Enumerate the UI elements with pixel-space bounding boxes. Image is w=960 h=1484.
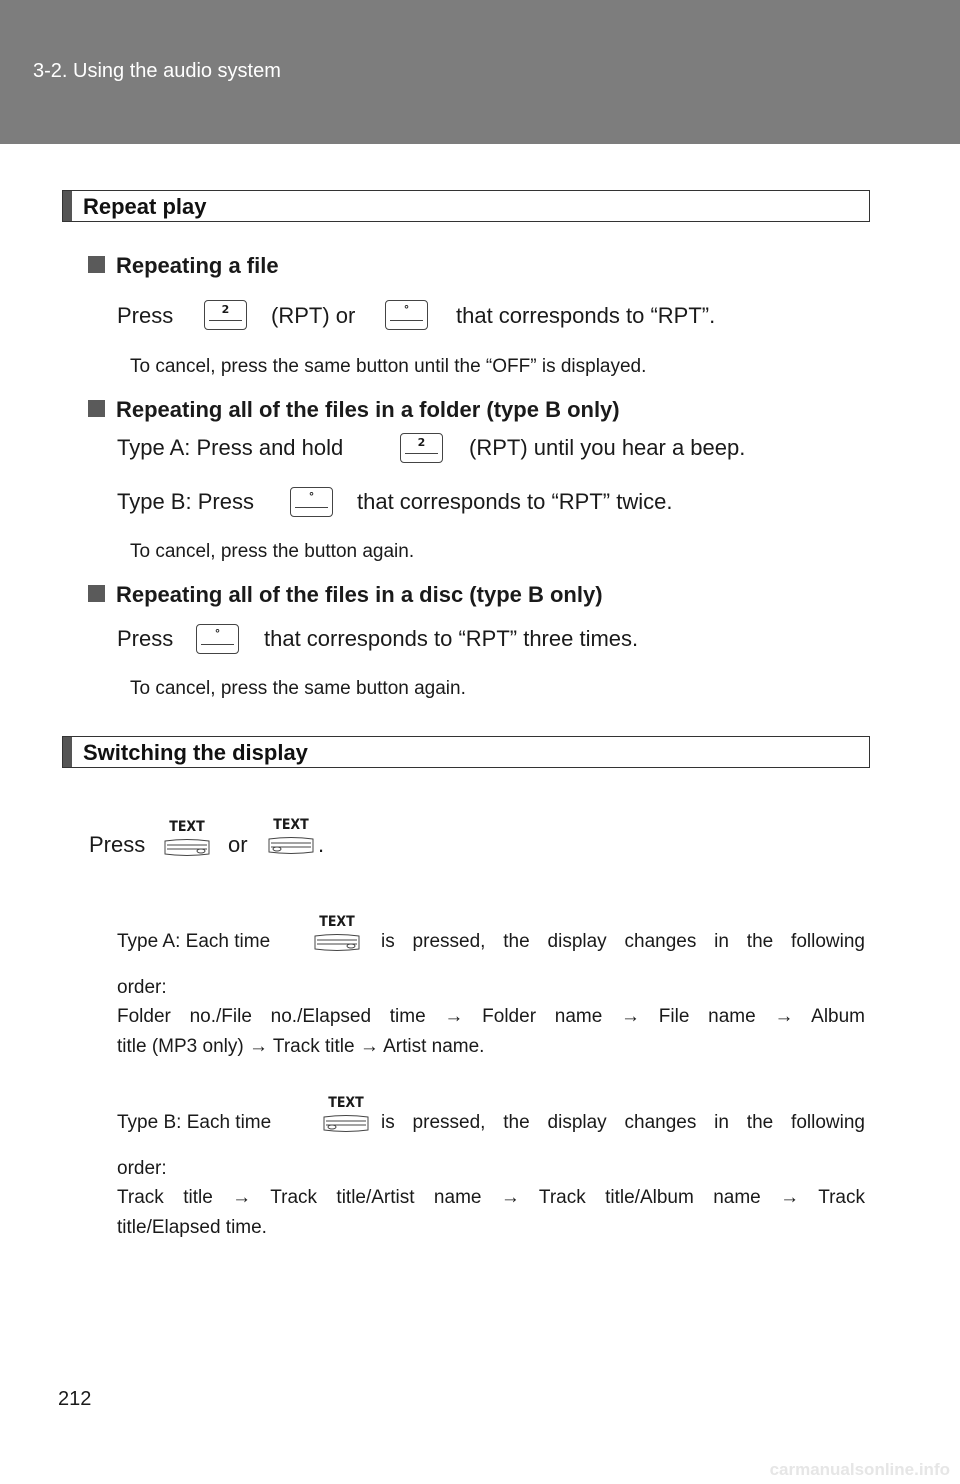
instruction-text: Type A: Press and hold [117, 435, 344, 460]
knob-button-icon: ° [290, 487, 333, 517]
instruction-text: Type B: Press [117, 489, 254, 514]
text-button-a-icon: TEXT [313, 914, 361, 956]
paragraph-text: Type A: Each time [117, 931, 271, 952]
paragraph-text: title (MP3 only) → Track title → Artist name. [117, 1036, 485, 1057]
text-button-b-icon: TEXT [322, 1095, 370, 1137]
instruction-text: that corresponds to “RPT” twice. [357, 489, 673, 514]
subheading-repeat-disc: Repeating all of the files in a disc (type B only) [88, 582, 603, 608]
paragraph-text: Folder no./File no./Elapsed time → Folder name → File name → Album [117, 1006, 865, 1027]
section-heading: Repeat play [83, 194, 207, 219]
instruction-text: (RPT) until you hear a beep. [469, 435, 746, 460]
page-header [0, 0, 960, 144]
page-number: 212 [58, 1388, 92, 1410]
knob-button-icon: ° [385, 300, 428, 330]
knob-button-icon: ° [196, 624, 239, 654]
section-heading: Switching the display [83, 740, 308, 765]
instruction-text: Press [117, 626, 174, 651]
section-bar-marker [63, 191, 72, 221]
instruction-text: (RPT) or [271, 303, 356, 328]
note-text: To cancel, press the same button until the “OFF” is displayed. [130, 356, 647, 377]
square-bullet-icon [88, 585, 105, 602]
square-bullet-icon [88, 400, 105, 417]
watermark: carmanualsonline.info [769, 1460, 950, 1479]
instruction-text: . [318, 832, 325, 857]
note-text: To cancel, press the same button again. [130, 678, 466, 699]
paragraph-text: order: [117, 977, 167, 998]
subheading-repeat-file: Repeating a file [88, 253, 279, 279]
subheading-repeat-folder: Repeating all of the files in a folder (type B only) [88, 397, 620, 423]
paragraph-text: is pressed, the display changes in the following [381, 931, 865, 952]
paragraph-text: title/Elapsed time. [117, 1217, 267, 1238]
paragraph-text: order: [117, 1158, 167, 1179]
note-text: To cancel, press the button again. [130, 541, 415, 562]
paragraph-text: Track title → Track title/Artist name → Track title/Album name → Track [117, 1187, 865, 1208]
preset-2-button-icon: 2 [204, 300, 247, 330]
instruction-text: or [228, 832, 248, 857]
section-bar-switching-display [62, 736, 870, 768]
section-bar-marker [63, 737, 72, 767]
text-button-b-icon: TEXT [267, 817, 315, 859]
text-button-a-icon: TEXT [163, 819, 211, 861]
section-bar-repeat-play [62, 190, 870, 222]
section-title: 3-2. Using the audio system [33, 60, 281, 82]
instruction-text: Press [117, 303, 174, 328]
instruction-text: that corresponds to “RPT” three times. [264, 626, 639, 651]
instruction-text: Press [89, 832, 146, 857]
paragraph-text: Type B: Each time [117, 1112, 272, 1133]
instruction-text: that corresponds to “RPT”. [456, 303, 716, 328]
paragraph-text: is pressed, the display changes in the following [381, 1112, 865, 1133]
square-bullet-icon [88, 256, 105, 273]
preset-2-button-icon: 2 [400, 433, 443, 463]
